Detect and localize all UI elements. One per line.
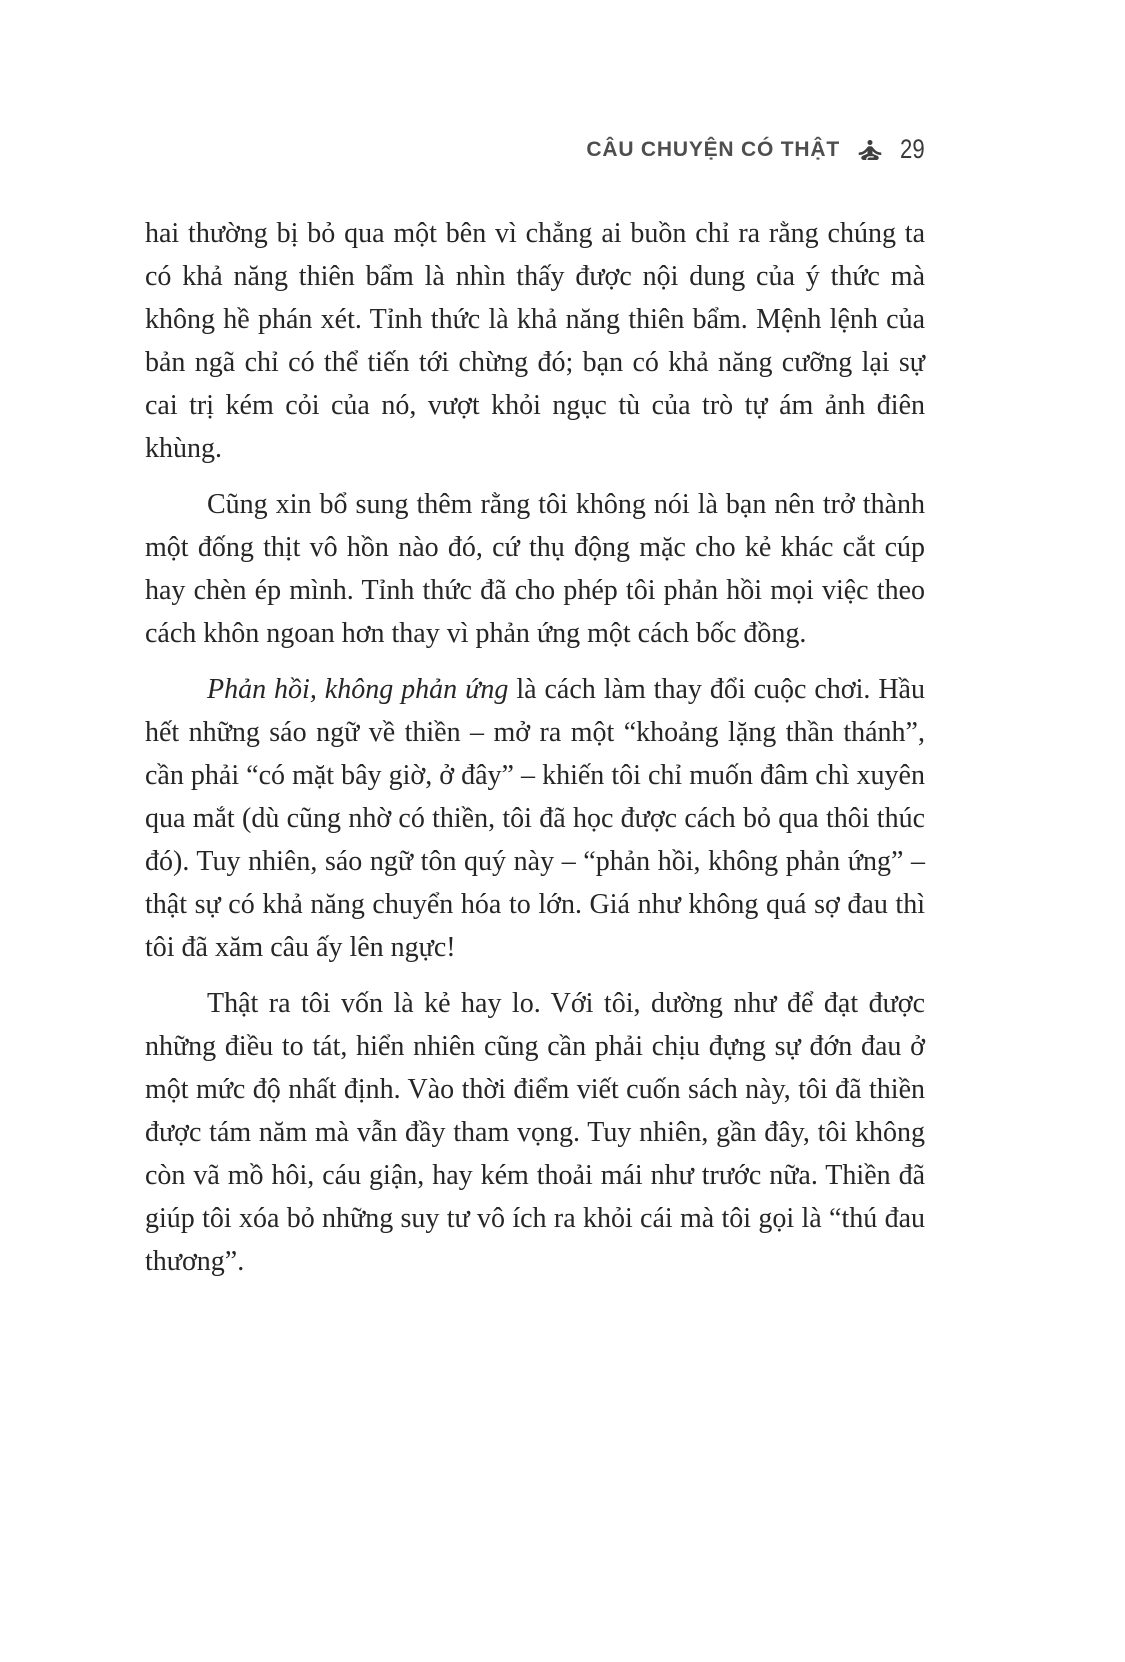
page-number: 29 xyxy=(899,134,925,164)
italic-lead-phrase: Phản hồi, không phản ứng xyxy=(207,674,509,705)
paragraph: Thật ra tôi vốn là kẻ hay lo. Với tôi, dường như để đạt được những điều to tát, hiển nhiên cũng cần phải chịu đựng sự đớn đau ở một mức độ nhất định. Vào thời điểm viết cuốn sách này, tôi đã thiền được tám năm mà vẫn đầy tham vọng. Tuy nhiên, gần đây, tôi không còn vã mồ hôi, cáu giận, hay kém thoải mái như trước nữa. Thiền đã giúp tôi xóa bỏ những suy tư vô ích ra khỏi cái mà tôi gọi là “thú đau thương”. xyxy=(145,988,925,1277)
body-text xyxy=(145,212,925,1296)
meditation-figure-icon xyxy=(854,135,886,165)
paragraph xyxy=(145,668,925,969)
paragraph: hai thường bị bỏ qua một bên vì chẳng ai buồn chỉ ra rằng chúng ta có khả năng thiên bẩm là nhìn thấy được nội dung của ý thức mà không hề phán xét. Tỉnh thức là khả năng thiên bẩm. Mệnh lệnh của bản ngã chỉ có thể tiến tới chừng đó; bạn có khả năng cưỡng lại sự cai trị kém cỏi của nó, vượt khỏi ngục tù của trò tự ám ảnh điên khùng. xyxy=(145,218,925,464)
paragraph: Cũng xin bổ sung thêm rằng tôi không nói là bạn nên trở thành một đống thịt vô hồn nào đó, cứ thụ động mặc cho kẻ khác cắt cúp hay chèn ép mình. Tỉnh thức đã cho phép tôi phản hồi mọi việc theo cách khôn ngoan hơn thay vì phản ứng một cách bốc đồng. xyxy=(145,489,925,649)
running-header xyxy=(145,134,930,165)
paragraph-text: là cách làm thay đổi cuộc chơi. Hầu hết những sáo ngữ về thiền – mở ra một “khoảng lặng thần thánh”, cần phải “có mặt bây giờ, ở đây” – khiến tôi chỉ muốn đâm chì xuyên qua mắt (dù cũng nhờ có thiền, tôi đã học được cách bỏ qua thôi thúc đó). Tuy nhiên, sáo ngữ tôn quý này – “phản hồi, không phản ứng” – thật sự có khả năng chuyển hóa to lớn. Giá như không quá sợ đau thì tôi đã xăm câu ấy lên ngực! xyxy=(145,674,925,963)
chapter-title: CÂU CHUYỆN CÓ THẬT xyxy=(586,137,840,161)
